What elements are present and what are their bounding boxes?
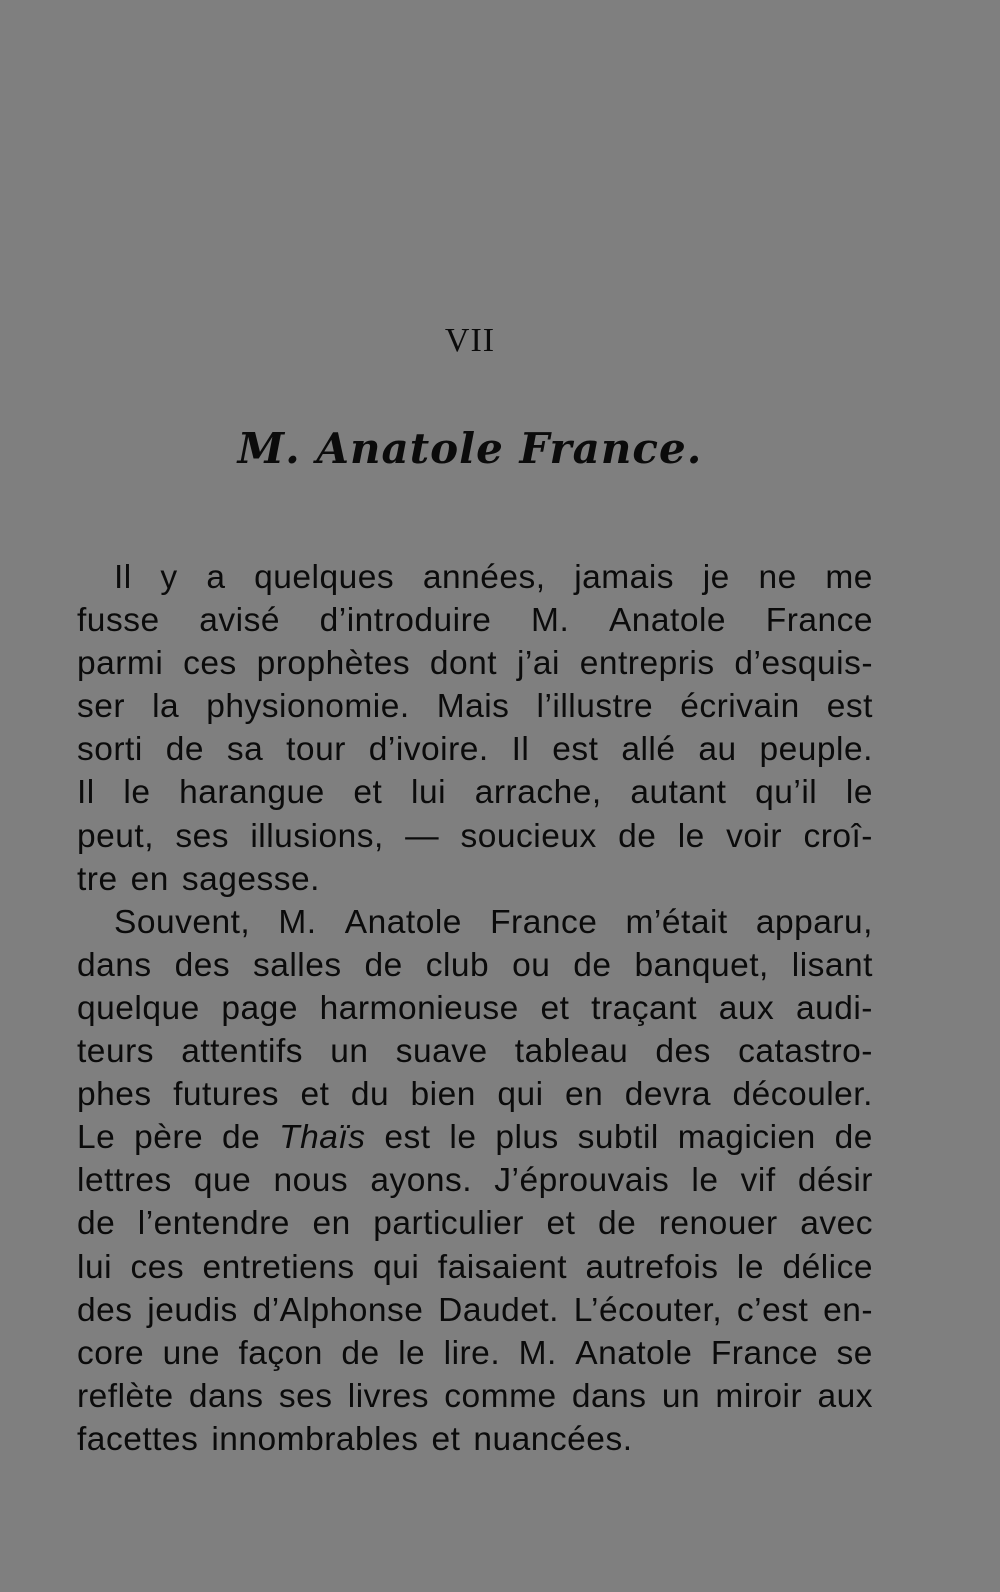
- text-line: des jeudis d’Alphonse Daudet. L’écouter, c’est en-: [77, 1291, 873, 1329]
- text-line: Le père de Thaïs est le plus subtil magicien de: [77, 1119, 873, 1157]
- text-line: peut, ses illusions, — soucieux de le voir croî-: [77, 817, 873, 855]
- text-line: Il le harangue et lui arrache, autant qu’il le: [77, 774, 873, 812]
- text-line: sorti de sa tour d’ivoire. Il est allé au peuple.: [77, 731, 873, 769]
- text-line: Il y a quelques années, jamais je ne me: [114, 559, 873, 596]
- text-line: fusse avisé d’introduire M. Anatole France: [77, 602, 873, 640]
- text-line: core une façon de le lire. M. Anatole France se: [77, 1334, 873, 1372]
- chapter-title: M. Anatole France.: [237, 424, 703, 473]
- text-line: reflète dans ses livres comme dans un miroir aux: [77, 1377, 873, 1415]
- text-line: facettes innombrables et nuancées.: [77, 1420, 633, 1458]
- text-line: teurs attentifs un suave tableau des catastro-: [77, 1033, 873, 1071]
- text-line: de l’entendre en particulier et de renouer avec: [77, 1205, 873, 1243]
- text-line: parmi ces prophètes dont j’ai entrepris d’esquis-: [77, 645, 873, 683]
- paragraph: [77, 901, 873, 1461]
- chapter-body: [77, 556, 873, 1461]
- text-line: phes futures et du bien qui en devra découler.: [77, 1076, 873, 1114]
- paragraph: [77, 556, 873, 901]
- text-line: tre en sagesse.: [77, 860, 320, 898]
- text-line: ser la physionomie. Mais l’illustre écrivain est: [77, 688, 873, 726]
- text-line: lui ces entretiens qui faisaient autrefois le délice: [77, 1248, 873, 1286]
- text-line: dans des salles de club ou de banquet, lisant: [77, 946, 873, 984]
- text-line: Souvent, M. Anatole France m’était apparu,: [114, 903, 873, 941]
- text-line: lettres que nous ayons. J’éprouvais le vif désir: [77, 1162, 873, 1200]
- text-line: quelque page harmonieuse et traçant aux audi-: [77, 989, 873, 1027]
- chapter-number: VII: [444, 322, 496, 359]
